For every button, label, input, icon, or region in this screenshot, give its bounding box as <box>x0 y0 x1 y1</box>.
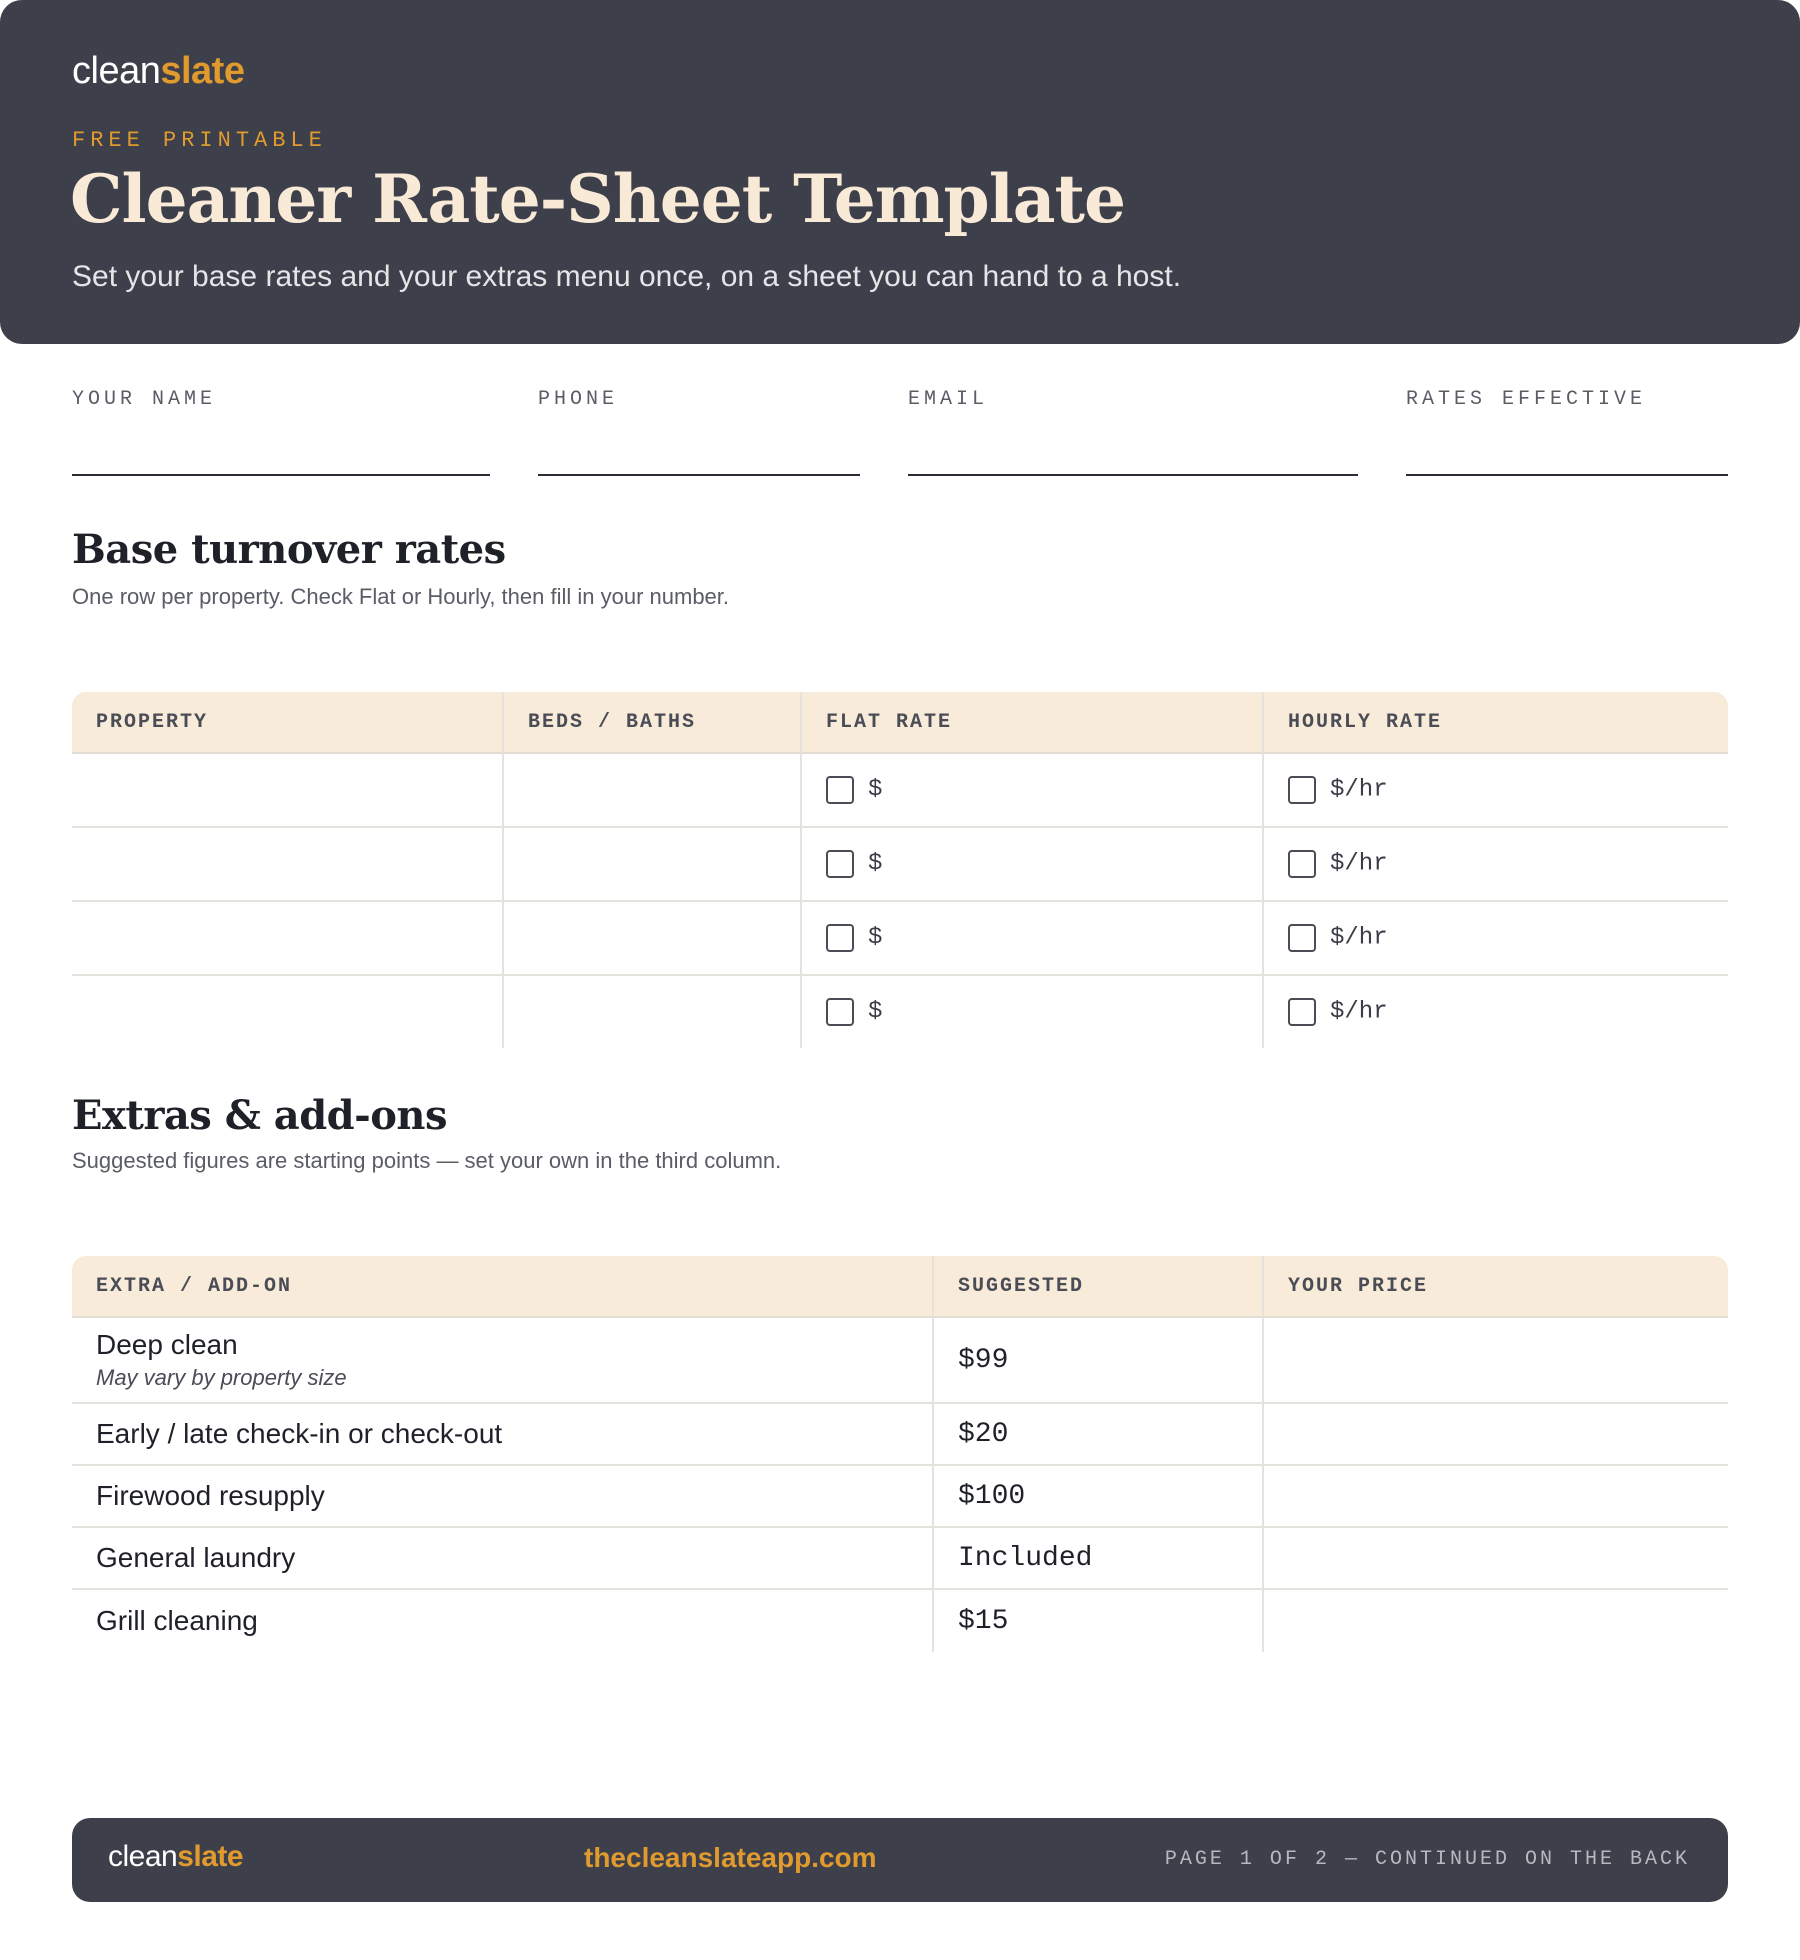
brand-logo-clean: clean <box>72 50 161 92</box>
hourly-rate-cell[interactable] <box>1262 976 1728 1048</box>
hourly-rate-checkbox[interactable] <box>1288 776 1316 804</box>
hourly-rate-cell[interactable] <box>1262 754 1728 828</box>
column-header-property: PROPERTY <box>72 692 502 754</box>
suggested-price-cell: $100 <box>932 1466 1262 1528</box>
field-email[interactable] <box>908 388 988 411</box>
flat-rate-cell[interactable] <box>800 902 1262 976</box>
suggested-price-cell: $15 <box>932 1590 1262 1652</box>
extra-name-cell <box>72 1590 932 1652</box>
extras-subtitle: Suggested figures are starting points — set your own in the third column. <box>72 1148 782 1173</box>
your-price-cell[interactable] <box>1262 1590 1728 1652</box>
extra-name-cell <box>72 1404 932 1466</box>
extra-name: Deep clean <box>96 1329 238 1360</box>
extra-name-cell <box>72 1466 932 1528</box>
flat-rate-checkbox[interactable] <box>826 776 854 804</box>
hourly-rate-unit: $/hr <box>1330 998 1388 1026</box>
table-row <box>72 976 1728 1048</box>
flat-rate-cell[interactable] <box>800 976 1262 1048</box>
beds-baths-cell[interactable] <box>502 754 800 828</box>
flat-rate-cell[interactable] <box>800 828 1262 902</box>
page-header <box>0 0 1800 344</box>
extra-name: Firewood resupply <box>96 1480 325 1511</box>
extra-name: General laundry <box>96 1542 296 1573</box>
hourly-rate-checkbox[interactable] <box>1288 850 1316 878</box>
table-row <box>72 754 1728 828</box>
hourly-rate-unit: $/hr <box>1330 776 1388 804</box>
base-rates-subtitle: One row per property. Check Flat or Hourly, then fill in your number. <box>72 584 730 609</box>
field-label: EMAIL <box>908 388 989 411</box>
table-row <box>72 828 1728 902</box>
property-cell[interactable] <box>72 902 502 976</box>
table-row <box>72 1528 1728 1590</box>
table-row <box>72 1404 1728 1466</box>
table-row <box>72 1466 1728 1528</box>
table-row <box>72 1318 1728 1404</box>
beds-baths-cell[interactable] <box>502 902 800 976</box>
table-header-row <box>72 1256 1728 1318</box>
footer-url-link[interactable]: thecleanslateapp.com <box>584 1842 877 1873</box>
brand-logo <box>72 50 244 93</box>
extras-table <box>72 1256 1728 1652</box>
extra-name: Grill cleaning <box>96 1605 258 1636</box>
flat-rate-checkbox[interactable] <box>826 850 854 878</box>
page-subtitle: Set your base rates and your extras menu once, on a sheet you can hand to a host. <box>72 260 1182 293</box>
table-header-row <box>72 692 1728 754</box>
suggested-price-cell: $20 <box>932 1404 1262 1466</box>
field-your-name[interactable] <box>72 388 216 411</box>
extra-name-cell <box>72 1528 932 1590</box>
column-header-flat-rate: FLAT RATE <box>800 692 1262 754</box>
hourly-rate-checkbox[interactable] <box>1288 924 1316 952</box>
your-price-cell[interactable] <box>1262 1466 1728 1528</box>
property-cell[interactable] <box>72 754 502 828</box>
brand-logo-slate: slate <box>160 50 245 92</box>
column-header-beds-baths: BEDS / BATHS <box>502 692 800 754</box>
flat-rate-unit: $ <box>868 998 883 1026</box>
page-footer <box>72 1818 1728 1902</box>
flat-rate-unit: $ <box>868 924 883 952</box>
property-cell[interactable] <box>72 976 502 1048</box>
field-phone[interactable] <box>538 388 618 411</box>
flat-rate-cell[interactable] <box>800 754 1262 828</box>
eyebrow-label: FREE PRINTABLE <box>72 128 327 153</box>
hourly-rate-unit: $/hr <box>1330 924 1388 952</box>
page-title: Cleaner Rate-Sheet Template <box>70 160 1126 238</box>
column-header-extra: EXTRA / ADD-ON <box>72 1256 932 1318</box>
flat-rate-checkbox[interactable] <box>826 924 854 952</box>
suggested-price-cell: Included <box>932 1528 1262 1590</box>
field-line[interactable] <box>1406 474 1728 476</box>
field-line[interactable] <box>908 474 1358 476</box>
beds-baths-cell[interactable] <box>502 976 800 1048</box>
footer-logo-clean: clean <box>108 1840 178 1873</box>
flat-rate-unit: $ <box>868 776 883 804</box>
field-line[interactable] <box>72 474 490 476</box>
column-header-hourly-rate: HOURLY RATE <box>1262 692 1728 754</box>
field-label: YOUR NAME <box>72 388 217 411</box>
field-line[interactable] <box>538 474 860 476</box>
your-price-cell[interactable] <box>1262 1528 1728 1590</box>
extra-name-cell <box>72 1318 932 1404</box>
suggested-price-cell: $99 <box>932 1318 1262 1404</box>
base-rates-title: Base turnover rates <box>72 526 506 573</box>
extra-note: May vary by property size <box>96 1365 347 1390</box>
field-rates-effective[interactable] <box>1406 388 1646 411</box>
field-label: RATES EFFECTIVE <box>1406 388 1647 411</box>
page-indicator: PAGE 1 OF 2 — CONTINUED ON THE BACK <box>1164 1848 1690 1871</box>
hourly-rate-unit: $/hr <box>1330 850 1388 878</box>
your-price-cell[interactable] <box>1262 1404 1728 1466</box>
table-row <box>72 1590 1728 1652</box>
extra-name: Early / late check-in or check-out <box>96 1418 503 1449</box>
column-header-your-price: YOUR PRICE <box>1262 1256 1728 1318</box>
flat-rate-unit: $ <box>868 850 883 878</box>
column-header-suggested: SUGGESTED <box>932 1256 1262 1318</box>
base-rates-table <box>72 692 1728 1048</box>
hourly-rate-cell[interactable] <box>1262 828 1728 902</box>
hourly-rate-checkbox[interactable] <box>1288 998 1316 1026</box>
hourly-rate-cell[interactable] <box>1262 902 1728 976</box>
footer-brand-logo <box>108 1840 243 1874</box>
flat-rate-checkbox[interactable] <box>826 998 854 1026</box>
your-price-cell[interactable] <box>1262 1318 1728 1404</box>
footer-logo-slate: slate <box>177 1840 244 1873</box>
property-cell[interactable] <box>72 828 502 902</box>
field-label: PHONE <box>538 388 619 411</box>
table-row <box>72 902 1728 976</box>
extras-title: Extras & add-ons <box>72 1092 448 1139</box>
beds-baths-cell[interactable] <box>502 828 800 902</box>
